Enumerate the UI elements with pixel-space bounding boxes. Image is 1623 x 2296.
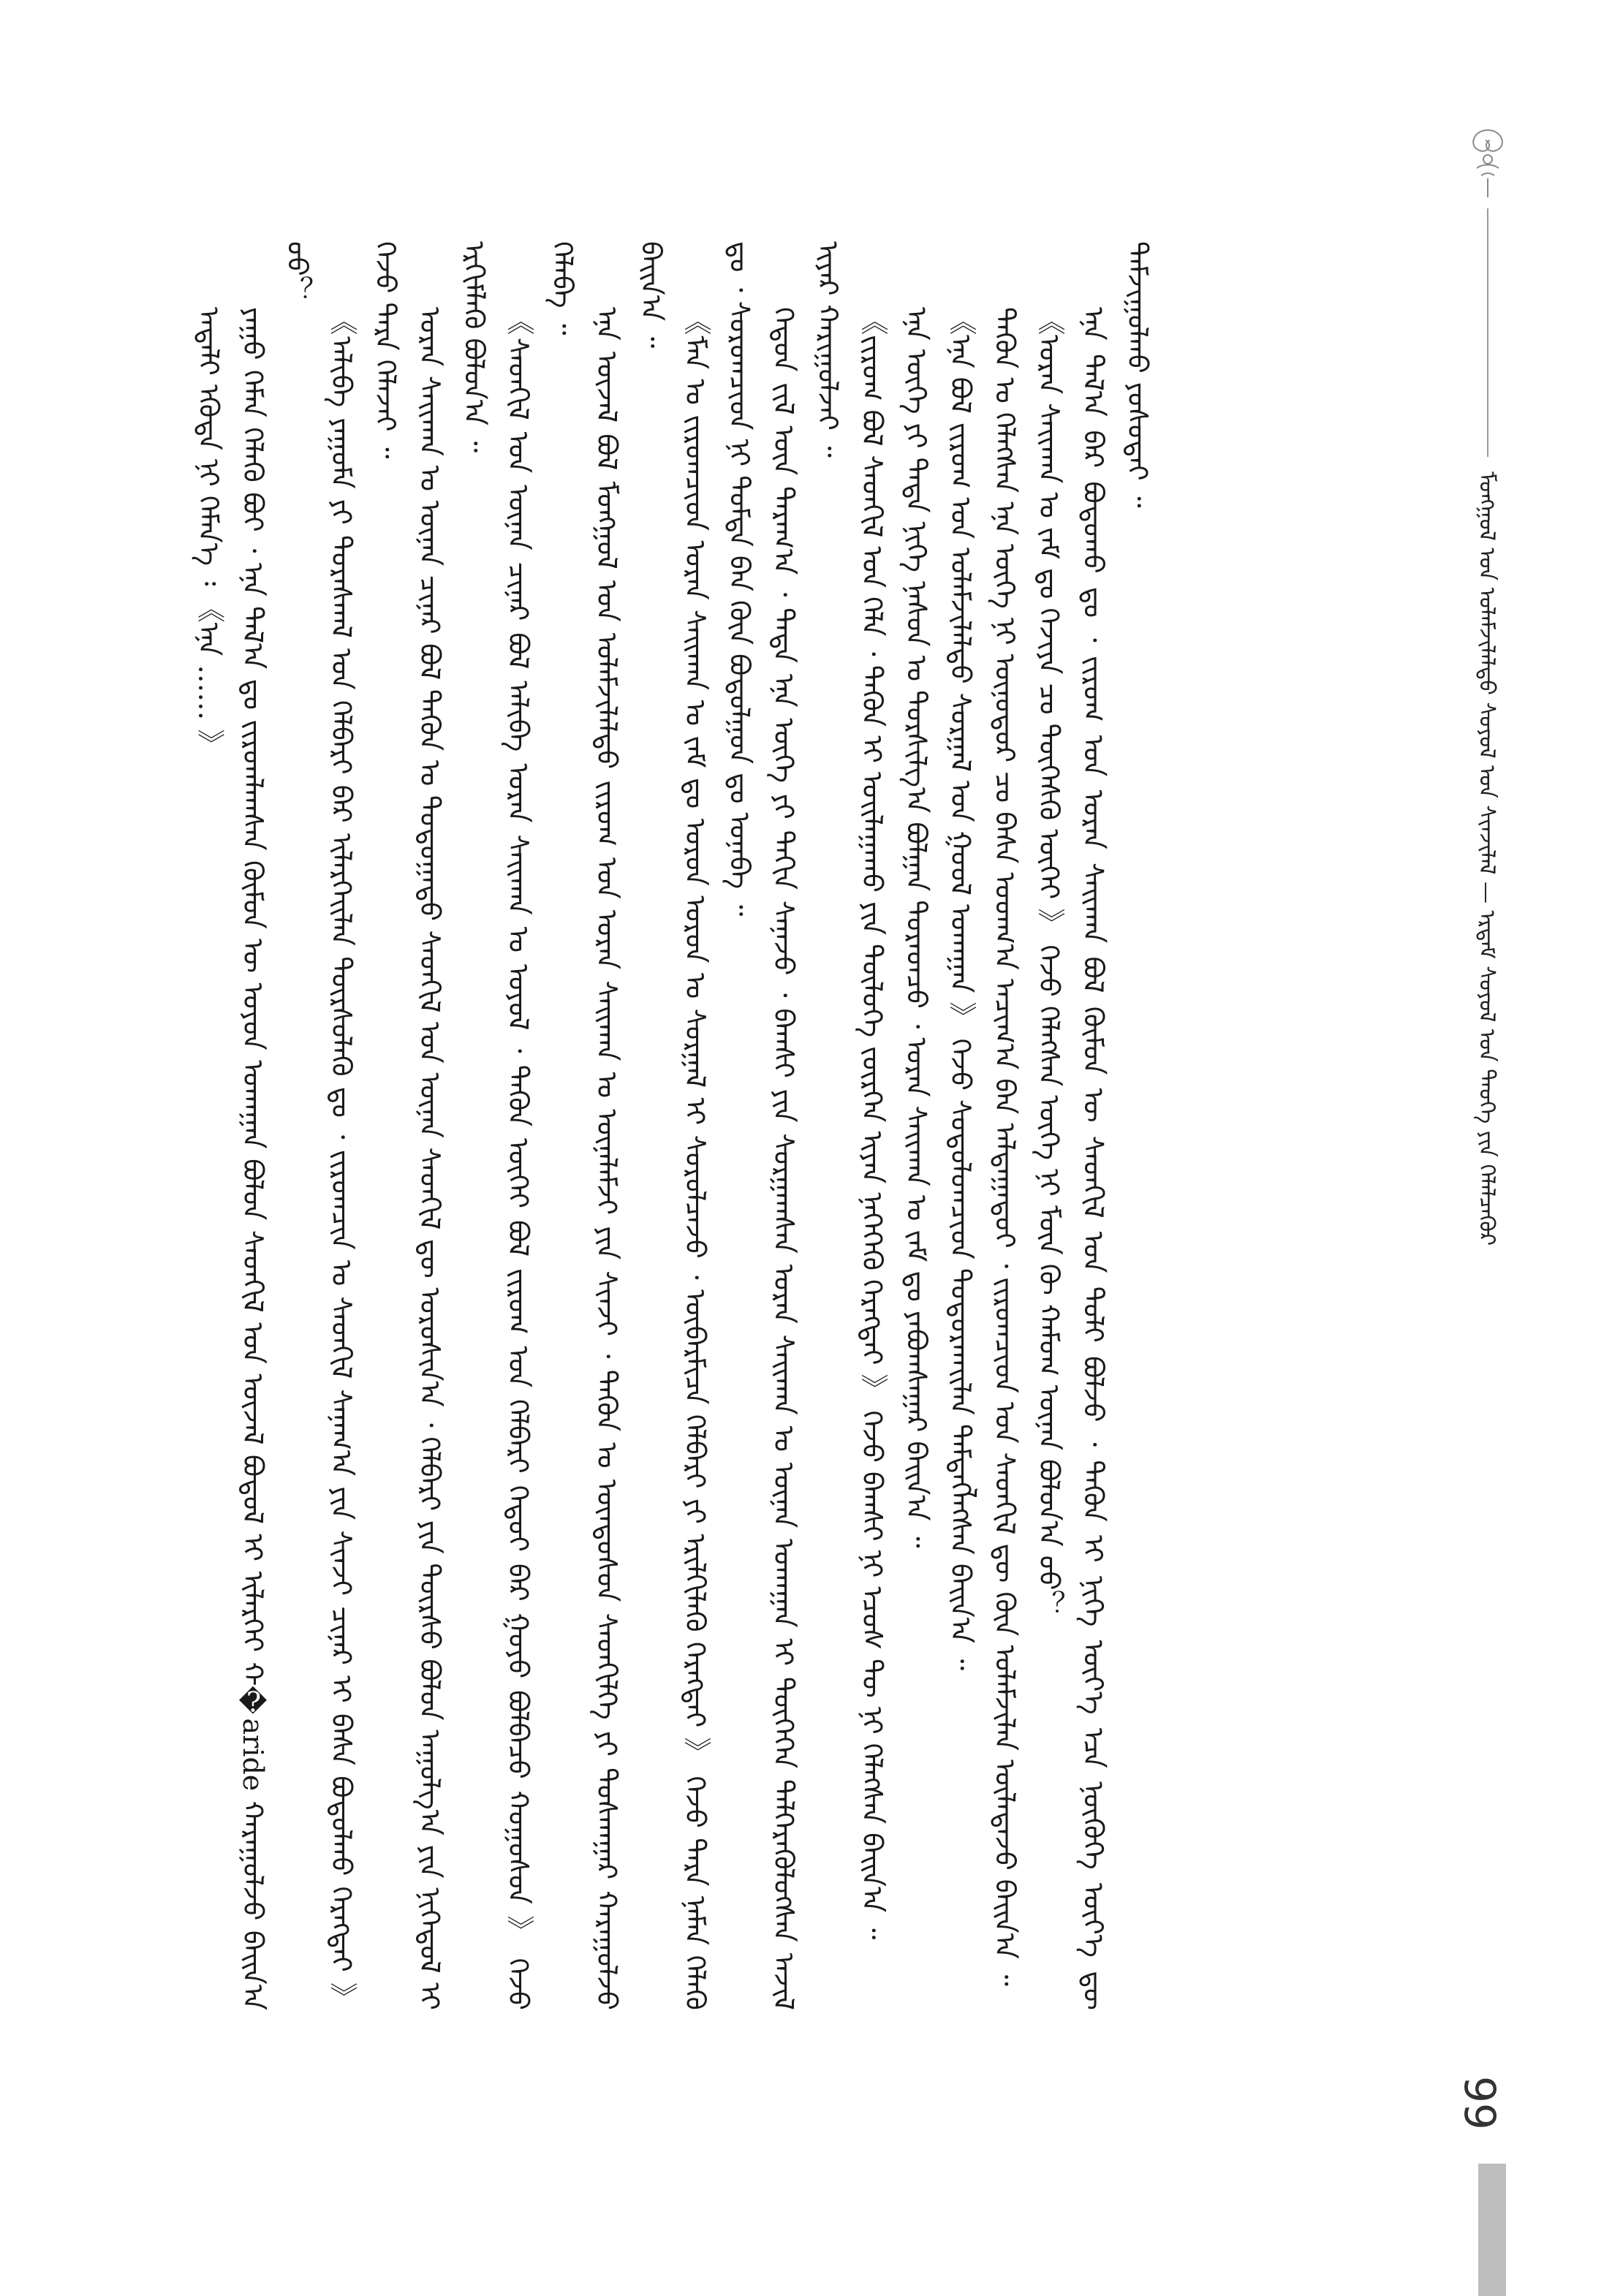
paragraph: ᠬᠡᠳᠦᠨ ᠵᠢᠯ ᠦᠨ ᠳᠠᠷᠠᠭ᠎ᠠ ᠂ ᠲᠡᠳᠡ ᠡᠨᠡ ᠦᠭᠡ ᠶᠢ ᠳᠠᠬᠢᠨ ᠰᠠᠨᠠᠵᠤ ᠂ ᠪᠠᠭᠰᠢ ᠶᠢᠨ ᠰᠤᠷᠭᠠᠭᠰᠠᠨ ᠤᠷᠠᠨ ᠰᠠᠢᠬᠠᠨ ᠤ ᠦᠨᠡᠨ ᠤᠬᠠᠭᠠᠨ ᠢ ᠲᠦᠭᠡᠭᠡᠨ ᠳᠡᠯᠭᠡᠷᠡᠭᠦᠯᠦᠭᠰᠡᠨ ᠠᠵᠢᠯ ᠢᠶᠠᠷ ᠬᠠᠷᠢᠭᠤᠯᠵᠠᠢ ᠃ [768, 241, 844, 2010]
paragraph: ᠲᠡᠭᠦᠨ ᠤ ᠬᠡᠯᠡᠭᠰᠡᠨ ᠡᠨᠡ ᠦᠭᠡ ᠨᠢ ᠥᠨᠥᠳᠥᠷ ᠴᠤ ᠪᠠᠰᠠ ᠤᠳᠬ᠎ᠠ ᠠᠴᠢᠭ᠎ᠠ ᠪᠡᠨ ᠠᠯᠳᠠᠭᠠᠳᠤᠢ ᠂ ᠵᠢᠷᠤᠭᠴᠢᠳ ᠤᠨ ᠰᠡᠳᠬᠢᠯ ᠳᠦ ᠭᠦᠨ ᠤᠯᠠᠮᠵᠢᠯᠠᠨ ᠦᠯᠡᠳᠡᠵᠦ ᠪᠠᠢᠨ᠎ᠠ ᠃ [988, 307, 1021, 1986]
header-rule [1487, 208, 1488, 457]
paragraph: 《ᠮᠠᠨ ᠤ ᠵᠢᠷᠤᠭᠴᠢᠳ ᠤᠷᠠᠨ ᠰᠠᠢᠬᠠᠨ ᠤ ᠵᠠᠮ ᠳᠤ ᠣᠷᠣᠨ ᠣᠷᠣᠨ ᠤ ᠰᠤᠷᠭᠠᠯ ᠢ ᠰᠤᠷᠤᠯᠴᠠᠵᠤ ᠂ ᠥᠪᠡᠷᠮᠢᠴᠡ ᠬᠡᠯᠪᠡᠷᠢ ᠶᠢ ᠡᠷᠢᠯᠬᠢᠯᠡᠬᠦ ᠬᠡᠷᠡᠭᠲᠡᠢ 》 ᠭᠡᠵᠦ ᠲᠡᠷᠡ ᠨᠡᠮᠡᠨ ᠬᠡᠯᠡᠬᠦ ᠳᠤ ᠂ ᠰᠤᠷᠤᠭᠴᠢᠳ ᠨᠢ ᠳᠤᠮᠳᠠ ᠪᠡᠨ ᠭᠦᠨ ᠪᠣᠳᠤᠯᠭᠣᠨ ᠳᠤ ᠤᠨᠠᠪᠠ ᠃ [679, 241, 756, 2010]
paragraph: 《ᠡᠨᠡ ᠪᠣᠯ ᠵᠢᠷᠤᠭ ᠤᠨ ᠤᠯᠠᠮᠵᠢᠯᠠᠯᠲᠤ ᠰᠤᠷᠭᠠᠯ ᠤᠨ ᠭᠣᠣᠯ ᠤᠬᠠᠭᠠᠨ 》 ᠭᠡᠵᠦ ᠰᠤᠳᠤᠯᠤᠭᠴᠢᠳ ᠲᠣᠳᠣᠷᠬᠠᠢᠯᠠᠨ ᠲᠡᠮᠳᠡᠭᠯᠡᠭᠰᠡᠨ ᠪᠠᠢᠨ᠎ᠠ ᠃ [945, 307, 977, 1671]
paragraph: ᠡᠨᠡ ᠦᠵᠡᠯ ᠪᠣᠯ ᠮᠣᠩᠭᠣᠯ ᠤᠨ ᠤᠯᠠᠮᠵᠢᠯᠠᠯᠲᠤ ᠵᠢᠷᠤᠭ ᠤᠨ ᠤᠷᠠᠨ ᠰᠠᠢᠬᠠᠨ ᠤ ᠦᠨᠡᠯᠡᠮᠵᠢ ᠶᠢᠨ ᠰᠢᠨᠵᠢ ᠂ ᠲᠡᠭᠦᠨ ᠤ ᠦᠨᠳᠦᠰᠦᠨ ᠰᠡᠳᠬᠢᠯᠭᠡ ᠶᠢ ᠲᠤᠰᠬᠠᠭᠠᠷ ᠬᠠᠷᠠᠭᠤᠯᠵᠤ ᠪᠠᠢᠨ᠎ᠠ ᠃ [591, 241, 667, 2010]
paragraph: 《ᠤᠷᠠᠨ ᠰᠠᠢᠬᠠᠨ ᠤ ᠵᠠᠮ ᠳᠤ ᠬᠡᠵᠢᠶᠡ ᠴᠤ ᠲᠥᠭᠡᠰᠬᠦ ᠦᠭᠡᠢ 》 ᠭᠡᠵᠦ ᠬᠡᠯᠡᠭᠰᠡᠨ ᠦᠭᠡ ᠨᠢ ᠮᠥᠨ ᠬᠦ ᠬᠠᠮᠤᠭ ᠦᠨᠡᠨ ᠪᠣᠯᠤᠨ᠎ᠠ ᠤᠤ？ [1033, 307, 1065, 1618]
paragraph: 《ᠠᠯᠢᠪᠠ ᠶᠠᠭᠤᠮᠠ ᠶᠢ ᠳᠤᠷᠠᠰᠬᠠᠯ ᠤᠨ ᠬᠡᠯᠪᠡᠷᠢ ᠪᠡᠷ ᠢᠯᠡᠷᠬᠡᠢᠯᠡᠨ ᠳᠦᠷᠰᠦᠯᠡᠬᠦ ᠳᠤ ᠂ ᠵᠢᠷᠤᠭᠴᠢᠨ ᠤ ᠰᠡᠳᠬᠢᠯ ᠰᠠᠨᠠᠭ᠎ᠠ ᠶᠢᠨ ᠰᠢᠨᠵᠢ ᠴᠢᠨᠠᠷ ᠢ ᠪᠠᠰᠠ ᠪᠣᠳᠤᠯᠬᠤ ᠬᠡᠷᠡᠭᠲᠡᠢ 》 ᠭᠡᠵᠦ ᠲᠡᠷᠡ ᠬᠡᠯᠡᠵᠡᠢ ᠃ [325, 241, 402, 2010]
paragraph: 《ᠵᠢᠷᠤᠭ ᠪᠣᠯ ᠰᠡᠳᠬᠢᠯ ᠤᠨ ᠬᠡᠯᠡ ᠂ ᠲᠡᠭᠦᠨ ᠢ ᠤᠢᠯᠠᠭᠠᠬᠤ ᠶᠢᠨ ᠲᠥᠯᠥᠭᠡ ᠵᠦᠷᠬᠡᠨ ᠢᠶᠡᠨ ᠨᠡᠭᠡᠭᠡᠬᠦ ᠬᠡᠷᠡᠭᠲᠡᠢ 》 ᠭᠡᠵᠦ ᠪᠠᠭᠰᠢ ᠨᠢ ᠡᠴᠦᠰ ᠲᠦ ᠨᠢ ᠬᠡᠯᠡᠭᠰᠡᠨ ᠪᠠᠢᠨ᠎ᠠ ᠃ [856, 307, 888, 1940]
paragraph: ᠶᠠᠭᠤ ᠬᠡᠮᠡᠨ ᠬᠡᠯᠡᠬᠦ ᠪᠤᠢ ᠂ ᠡᠨᠡ ᠲᠠᠯ᠎ᠠ ᠳᠤ ᠵᠢᠷᠤᠭᠯᠠᠭᠰᠠᠨ ᠬᠦᠮᠦᠨ ᠦ ᠤᠶᠤᠨ ᠤᠬᠠᠭᠠᠨ ᠪᠣᠯᠤᠨ ᠰᠡᠳᠬᠢᠯ ᠤᠨ ᠦᠵᠡᠯ ᠪᠣᠳᠤᠯ ᠢ ᠢᠯᠡᠷᠬᠡᠢ ᠬ�aride ᠬᠠᠷᠠᠭᠤᠯᠵᠤ ᠪᠠᠢᠨ᠎ᠠ ᠤᠤ？ [237, 241, 314, 2010]
paragraph: 《ᠰᠡᠳᠬᠢᠯ ᠤᠨ ᠦᠨᠡᠨ ᠴᠢᠨᠠᠷ ᠪᠣᠯ ᠠᠯᠢᠪᠠ ᠤᠷᠠᠨ ᠰᠠᠢᠬᠠᠨ ᠤ ᠤᠶᠤᠯ ᠂ ᠲᠡᠭᠦᠨ ᠦᠭᠡᠢ ᠪᠣᠯ ᠵᠢᠷᠤᠭ ᠤᠨ ᠬᠡᠯᠪᠡᠷᠢ ᠬᠡᠳᠦᠢ ᠪᠡᠷ ᠭᠣᠶᠣ ᠪᠣᠯᠪᠠᠴᠤ ᠬᠣᠭᠣᠰᠣᠨ 》 ᠭᠡᠵᠦ ᠬᠡᠯᠡᠪᠡ ᠃ [502, 241, 579, 2010]
scroll-ornament-icon [1455, 124, 1521, 197]
running-header-zone [1455, 117, 1521, 1246]
page-number: 99 [1455, 2076, 1505, 2130]
body-text [186, 241, 1429, 2010]
running-header-title: ᠮᠣᠩᠭᠣᠯ ᠤᠨ ᠤᠯᠠᠮᠵᠢᠯᠠᠯᠲᠤ ᠰᠣᠶᠣᠯ ᠤᠨ ᠰᠢᠨᠵᠢᠯᠡᠯ — ᠡᠷᠳᠡᠮ ᠰᠣᠶᠣᠯ ᠤᠨ ᠲᠡᠦᠬᠡ ᠶᠢᠨ ᠬᠡᠯᠡᠯᠴᠡᠭᠦᠷ [1474, 471, 1499, 1246]
paragraph: ᠤᠷᠠᠨ ᠰᠠᠢᠬᠠᠨ ᠤ ᠦᠨᠡᠨ ᠴᠢᠨᠠᠷ ᠪᠣᠯ ᠲᠡᠭᠦᠨ ᠤ ᠳᠣᠲᠣᠭᠠᠳᠤ ᠰᠡᠳᠬᠢᠯ ᠤᠨ ᠦᠨᠡᠨ ᠰᠡᠳᠬᠢᠯ ᠳᠦ ᠣᠷᠣᠰᠢᠨ᠎ᠠ ᠂ ᠬᠡᠯᠪᠡᠷᠢ ᠶᠢᠨ ᠳᠦᠷᠰᠦ ᠪᠣᠯᠤᠨ ᠠᠭᠤᠯᠭ᠎ᠠ ᠶᠢᠨ ᠨᠢᠭᠡᠳᠦᠯ ᠢ ᠡᠷᠬᠢᠮᠯᠡᠬᠦ ᠪᠣᠯᠤᠨ᠎ᠠ ᠃ [414, 241, 491, 2010]
paragraph: ᠠᠳᠠᠯᠢ ᠡᠭᠦᠳᠡ ᠨᠢ ᠬᠡᠮᠡᠨ᠎ᠡ ᠄ 《ᠡᠨᠡ …… 》 [192, 307, 225, 757]
paragraph: ᠡᠨᠡ ᠦᠭᠡ ᠶᠢ ᠲᠡᠳᠡ ᠨᠢᠭᠡ ᠨᠠᠰᠤᠨ ᠤ ᠲᠤᠷᠰᠢᠯᠭ᠎ᠠ ᠪᠣᠯᠭᠠᠨ ᠳᠤᠷᠠᠳᠴᠤ ᠂ ᠤᠷᠠᠨ ᠰᠠᠢᠬᠠᠨ ᠤ ᠵᠠᠮ ᠳᠤ ᠶᠠᠪᠤᠭᠰᠠᠭᠠᠷ ᠪᠠᠢᠨ᠎ᠠ ᠃ [900, 307, 933, 1548]
side-tab [1478, 2164, 1506, 2296]
paragraph: ᠡᠨᠡ ᠲᠠᠯ᠎ᠠ ᠪᠡᠷ ᠪᠣᠳᠤᠬᠤ ᠳᠤ ᠂ ᠵᠢᠷᠤᠭ ᠤᠨ ᠤᠷᠠᠨ ᠰᠠᠢᠬᠠᠨ ᠪᠣᠯ ᠬᠦᠮᠦᠨ ᠦ ᠰᠡᠳᠬᠢᠯ ᠤᠨ ᠲᠣᠯᠢ ᠪᠣᠯᠵᠤ ᠂ ᠲᠡᠭᠦᠨ ᠢ ᠨᠢᠭᠡ ᠦᠶ᠎ᠡ ᠡᠴᠡ ᠨᠥᠭᠦᠭᠡ ᠦᠶ᠎ᠡ ᠳᠦ ᠳᠠᠮᠵᠢᠭᠤᠯᠬᠤ ᠶᠤᠰᠤᠲᠠᠢ ᠃ [1077, 241, 1154, 2010]
